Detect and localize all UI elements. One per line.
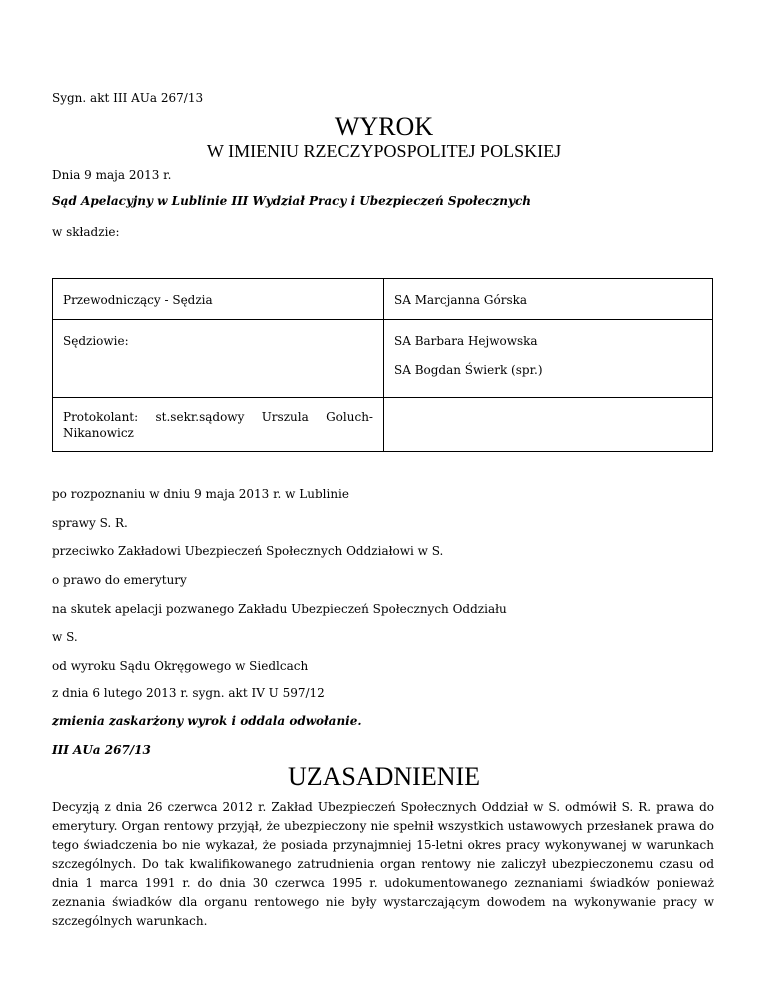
presiding-label-cell: [53, 279, 384, 320]
clerk-row: [53, 398, 713, 452]
decision-text: zmienia zaskarżony wyrok i oddala odwołanie.: [52, 714, 362, 728]
judges-names-cell: [384, 320, 713, 398]
clerk-first-name: Urszula: [261, 410, 309, 424]
presiding-name: SA Marcjanna Górska: [394, 293, 528, 307]
judges-label: Sędziowie:: [63, 334, 129, 348]
clerk-label: Protokolant:: [63, 410, 139, 424]
appeal-line: na skutek apelacji pozwanego Zakładu Ubezpieczeń Społecznych Oddziału: [52, 602, 507, 616]
presiding-name-cell: [384, 279, 713, 320]
respondent-line: przeciwko Zakładowi Ubezpieczeń Społecznych Oddziałowi w S.: [52, 544, 444, 558]
bench-table: [52, 278, 713, 452]
judgment-date: Dnia 9 maja 2013 r.: [52, 168, 172, 182]
judges-row: [53, 320, 713, 398]
hearing-line: po rozpoznaniu w dniu 9 maja 2013 r. w Lublinie: [52, 487, 349, 501]
document-title: WYROK: [334, 112, 434, 141]
judge-name: SA Barbara Hejwowska: [394, 334, 538, 348]
subject-line: o prawo do emerytury: [52, 573, 187, 587]
clerk-line: [53, 398, 383, 424]
lower-judgment-line: z dnia 6 lutego 2013 r. sygn. akt IV U 597/12: [52, 686, 325, 700]
justification-case-ref: III AUa 267/13: [52, 743, 151, 757]
case-parties-line: sprawy S. R.: [52, 516, 128, 530]
justification-paragraph: Decyzją z dnia 26 czerwca 2012 r. Zakład Ubezpieczeń Społecznych Oddział w S. odmówił S. R. prawa do emerytury. Organ rentowy przyjął, że ubezpieczony nie spełnił wszystkich ustawowych przesłanek prawa do tego świadczenia bo nie wykazał, że posiada przynajmniej 15-letni okres pracy wykonywanej w warunkach szczególnych. Do tak kwalifikowanego zatrudnienia organ rentowy nie zaliczył ubezpieczonemu czasu od dnia 1 marca 1991 r. do dnia 30 czerwca 1995 r. udokumentowanego zeznaniami świadków ponieważ zeznania świadków dla organu rentowego nie były wystarczającym dowodem na wykonywanie pracy w szczególnych warunkach.: [52, 800, 714, 928]
court-name: Sąd Apelacyjny w Lublinie III Wydział Pracy i Ubezpieczeń Społecznych: [52, 194, 532, 208]
composition-label: w składzie:: [52, 225, 120, 239]
judge-name: SA Bogdan Świerk (spr.): [394, 363, 543, 377]
clerk-surname-part: Goluch-: [326, 410, 373, 424]
judges-names: [384, 320, 712, 377]
clerk-title: st.sekr.sądowy: [155, 410, 245, 424]
clerk-surname-continued: Nikanowicz: [63, 426, 134, 440]
presiding-label: Przewodniczący - Sędzia: [63, 293, 213, 307]
clerk-empty-cell: [384, 398, 713, 452]
document-subtitle: W IMIENIU RZECZYPOSPOLITEJ POLSKIEJ: [206, 141, 562, 161]
presiding-row: [53, 279, 713, 320]
justification-heading: UZASADNIENIE: [287, 762, 481, 791]
judges-label-cell: [53, 320, 384, 398]
clerk-cell: [53, 398, 384, 452]
lower-court-line: od wyroku Sądu Okręgowego w Siedlcach: [52, 659, 309, 673]
case-number: Sygn. akt III AUa 267/13: [52, 91, 204, 105]
appeal-location-line: w S.: [52, 630, 78, 644]
